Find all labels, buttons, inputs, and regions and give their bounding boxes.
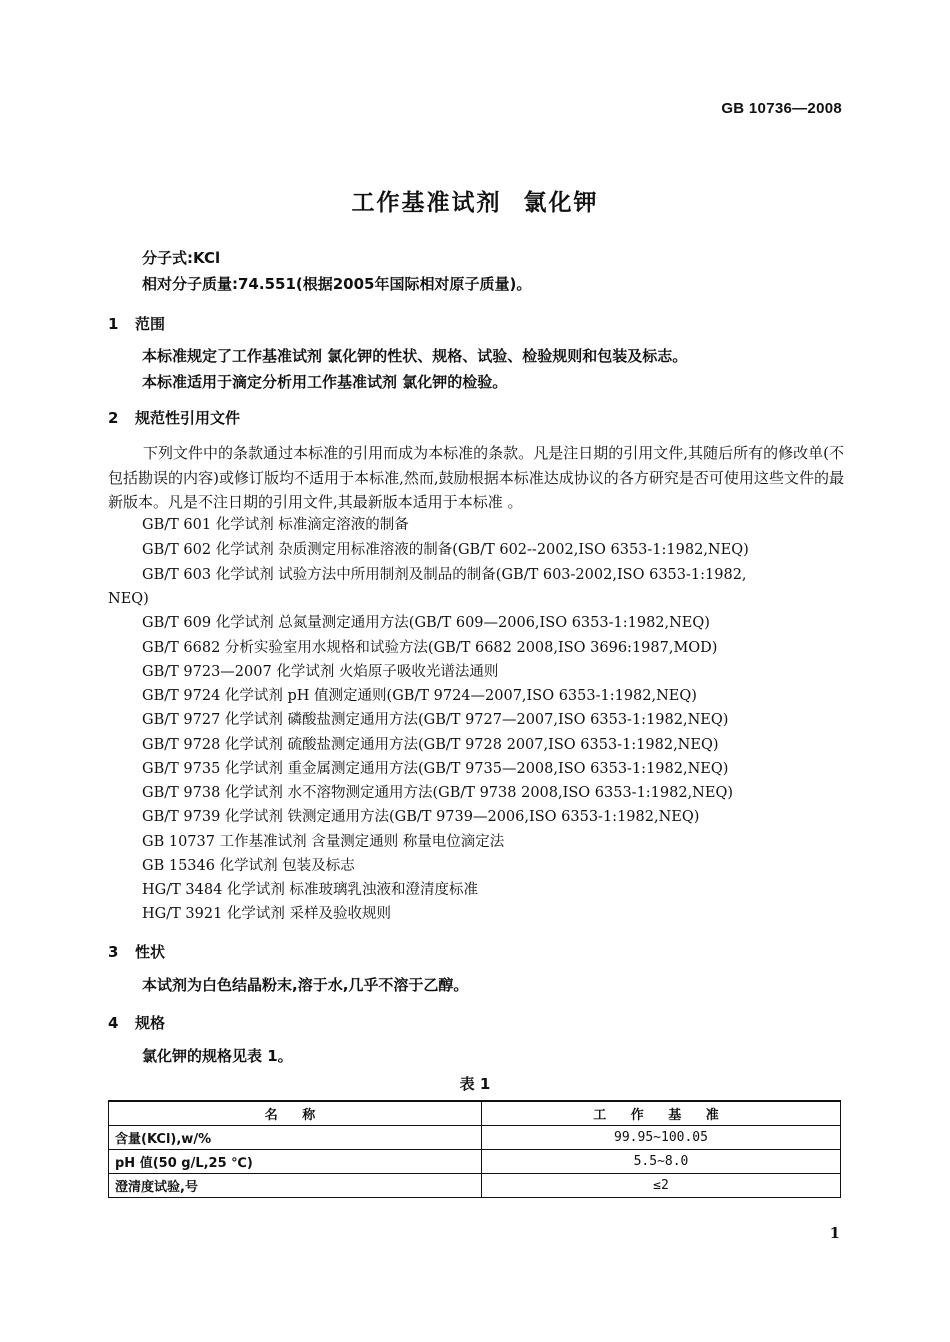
reference-item: GB/T 9738 化学试剂 水不溶物测定通用方法(GB/T 9738 2008,ISO 6353-1:1982,NEQ) (142, 785, 734, 801)
molecular-formula: 分子式:KCl (142, 249, 221, 267)
reference-item-continuation: NEQ) (108, 591, 149, 607)
section-number: 3 (108, 943, 119, 961)
table-cell-name: pH 值(50 g/L,25 ℃) (109, 1150, 482, 1174)
molecular-mass: 相对分子质量:74.551(根据2005年国际相对原子质量)。 (142, 275, 532, 293)
reference-item: GB/T 9724 化学试剂 pH 值测定通则(GB/T 9724—2007,ISO 6353-1:1982,NEQ) (142, 688, 697, 704)
reference-item: GB/T 602 化学试剂 杂质测定用标准溶液的制备(GB/T 602--2002,ISO 6353-1:1982,NEQ) (142, 542, 749, 558)
reference-item: GB/T 601 化学试剂 标准滴定溶液的制备 (142, 517, 409, 533)
table-row (109, 1174, 841, 1198)
table-row (109, 1126, 841, 1150)
section-title: 范围 (135, 315, 166, 333)
reference-item: GB/T 9728 化学试剂 硫酸盐测定通用方法(GB/T 9728 2007,ISO 6353-1:1982,NEQ) (142, 737, 719, 753)
reference-item: GB/T 9739 化学试剂 铁测定通用方法(GB/T 9739—2006,ISO 6353-1:1982,NEQ) (142, 809, 700, 825)
reference-item: GB/T 6682 分析实验室用水规格和试验方法(GB/T 6682 2008,ISO 3696:1987,MOD) (142, 640, 718, 656)
table-cell-value: 5.5~8.0 (482, 1150, 841, 1174)
section-3-heading (108, 942, 165, 962)
section-1-heading (108, 314, 165, 334)
table-title: 表 1 (459, 1075, 491, 1093)
specification-table (108, 1100, 841, 1198)
table-cell-name: 澄清度试验,号 (109, 1174, 482, 1198)
reference-item: GB/T 9727 化学试剂 磷酸盐测定通用方法(GB/T 9727—2007,ISO 6353-1:1982,NEQ) (142, 712, 729, 728)
section-title: 性状 (135, 943, 166, 961)
page-number: 1 (829, 1224, 840, 1242)
reference-item: GB 15346 化学试剂 包装及标志 (142, 858, 355, 874)
reference-item: GB/T 9723—2007 化学试剂 火焰原子吸收光谱法通则 (142, 664, 499, 680)
scope-line-2: 本标准适用于滴定分析用工作基准试剂 氯化钾的检验。 (142, 373, 508, 391)
section-4-heading (108, 1013, 165, 1033)
reference-item: GB 10737 工作基准试剂 含量测定通则 称量电位滴定法 (142, 834, 505, 850)
section-number: 1 (108, 315, 119, 333)
table-cell-value: ≤2 (482, 1174, 841, 1198)
section-number: 4 (108, 1014, 119, 1032)
properties-line: 本试剂为白色结晶粉末,溶于水,几乎不溶于乙醇。 (142, 976, 469, 994)
scope-line-1: 本标准规定了工作基准试剂 氯化钾的性状、规格、试验、检验规则和包装及标志。 (142, 347, 688, 365)
title-part2: 氯化钾 (523, 190, 599, 216)
table-cell-value: 99.95~100.05 (482, 1126, 841, 1150)
table-row (109, 1150, 841, 1174)
section-title: 规范性引用文件 (135, 409, 241, 427)
section-title: 规格 (135, 1014, 166, 1032)
normative-references-paragraph: 下列文件中的条款通过本标准的引用而成为本标准的条款。凡是注日期的引用文件,其随后所有的修改单(不包括勘误的内容)或修订版均不适用于本标准,然而,鼓励根据本标准达成协议的各方研究是否可使用这些文件的最新版本。凡是不注日期的引用文件,其最新版本适用于本标准 。 (108, 444, 844, 511)
document-title (0, 184, 950, 217)
reference-item: HG/T 3921 化学试剂 采样及验收规则 (142, 906, 392, 922)
reference-item: GB/T 609 化学试剂 总氮量测定通用方法(GB/T 609—2006,ISO 6353-1:1982,NEQ) (142, 615, 710, 631)
title-part1: 工作基准试剂 (351, 190, 502, 216)
column-header-name: 名 称 (109, 1101, 482, 1126)
reference-item: GB/T 9735 化学试剂 重金属测定通用方法(GB/T 9735—2008,ISO 6353-1:1982,NEQ) (142, 761, 729, 777)
section-number: 2 (108, 409, 119, 427)
section-2-heading (108, 408, 240, 428)
table-cell-name: 含量(KCl),w/% (109, 1126, 482, 1150)
table-header-row (109, 1101, 841, 1126)
standard-code: GB 10736—2008 (721, 100, 842, 117)
reference-item: GB/T 603 化学试剂 试验方法中所用制剂及制品的制备(GB/T 603-2002,ISO 6353-1:1982, (142, 567, 747, 583)
reference-item: HG/T 3484 化学试剂 标准玻璃乳浊液和澄清度标准 (142, 882, 479, 898)
column-header-standard: 工 作 基 准 (482, 1101, 841, 1126)
specification-intro: 氯化钾的规格见表 1。 (142, 1047, 293, 1065)
